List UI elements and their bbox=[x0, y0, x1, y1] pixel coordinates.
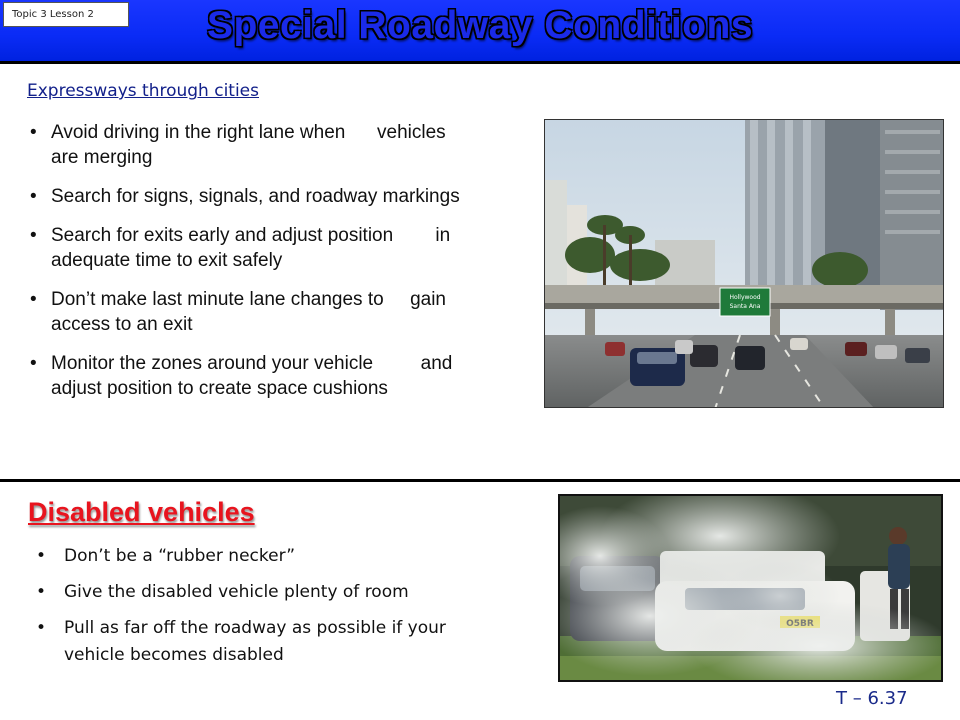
slide-title: Special Roadway Conditions bbox=[206, 4, 754, 47]
slide-number: T – 6.37 bbox=[836, 688, 908, 709]
freeway-sign-line1: Hollywood bbox=[729, 294, 761, 301]
bullet-line: are merging bbox=[51, 147, 153, 168]
list-item bbox=[28, 287, 558, 337]
section-divider bbox=[0, 479, 960, 482]
list-item bbox=[28, 120, 558, 170]
section-disabled-vehicles-title: Disabled vehicles bbox=[28, 497, 255, 527]
list-item bbox=[28, 184, 558, 209]
disabled-vehicle-bullet-list bbox=[36, 543, 526, 678]
expressway-bullet-list bbox=[28, 120, 558, 415]
bullet-line: access to an exit bbox=[51, 314, 193, 335]
lesson-tag: Topic 3 Lesson 2 bbox=[3, 2, 129, 27]
freeway-photo bbox=[544, 119, 944, 408]
list-item bbox=[36, 615, 526, 669]
list-item bbox=[36, 543, 526, 570]
bullet-line: vehicle becomes disabled bbox=[64, 645, 284, 665]
list-item bbox=[36, 579, 526, 606]
bullet-line: Search for signs, signals, and roadway markings bbox=[51, 186, 460, 207]
freeway-photo-art bbox=[545, 120, 944, 408]
freeway-sign-line2: Santa Ana bbox=[729, 303, 761, 310]
bullet-line: adequate time to exit safely bbox=[51, 250, 283, 271]
bullet-line: Give the disabled vehicle plenty of room bbox=[64, 582, 409, 602]
bullet-line: Don’t be a “rubber necker” bbox=[64, 546, 296, 566]
bullet-line: Search for exits early and adjust position in bbox=[51, 225, 451, 246]
section-expressways-title: Expressways through cities bbox=[27, 81, 259, 101]
bullet-line: Monitor the zones around your vehicle and bbox=[51, 353, 453, 374]
bullet-line: Don’t make last minute lane changes to gain bbox=[51, 289, 447, 310]
disabled-car-photo bbox=[558, 494, 943, 682]
bullet-line: adjust position to create space cushions bbox=[51, 378, 388, 399]
bullet-line: Avoid driving in the right lane when vehicles bbox=[51, 122, 446, 143]
disabled-car-photo-art bbox=[560, 496, 941, 680]
list-item bbox=[28, 223, 558, 273]
bullet-line: Pull as far off the roadway as possible if your bbox=[64, 618, 446, 638]
list-item bbox=[28, 351, 558, 401]
